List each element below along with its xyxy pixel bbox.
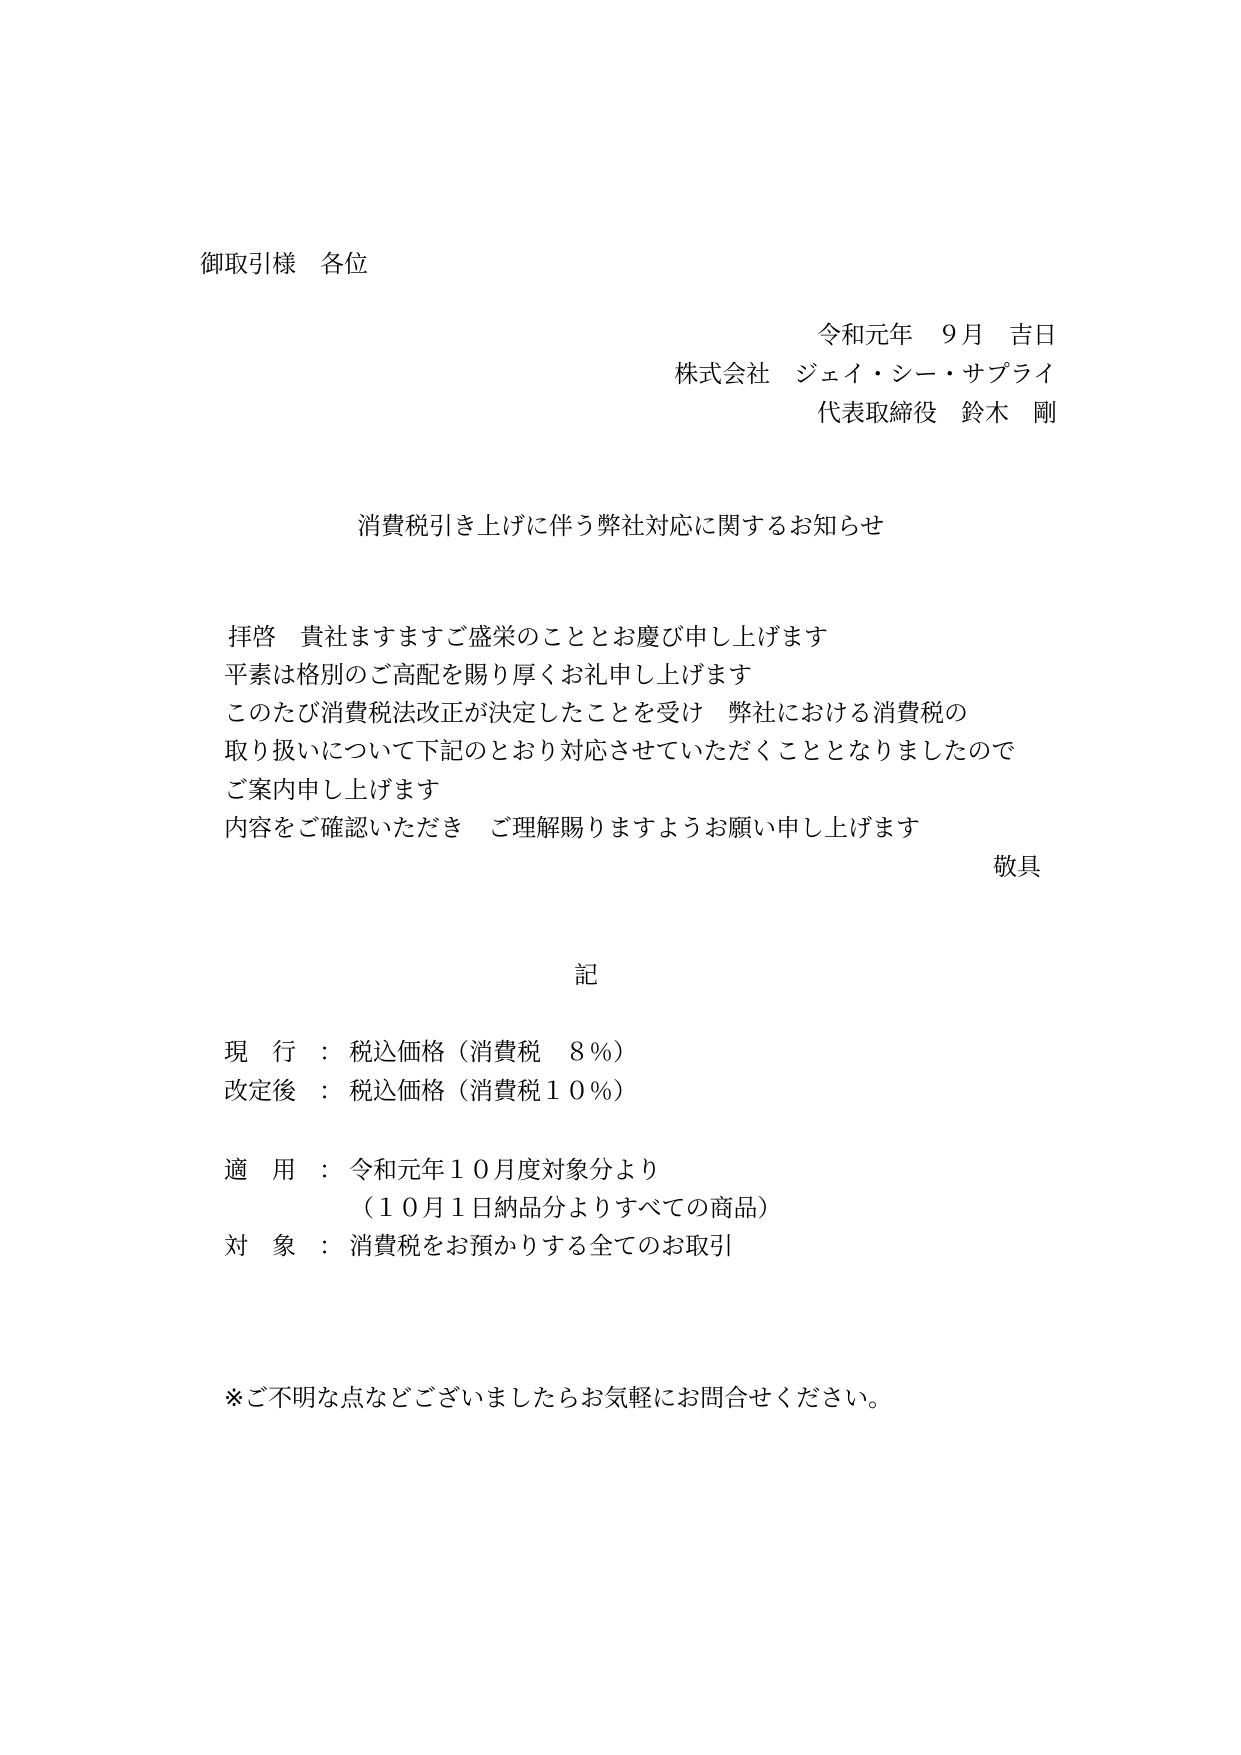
- detail-value: 消費税をお預かりする全てのお取引: [349, 1232, 733, 1260]
- addressee: 御取引様 各位: [200, 250, 368, 278]
- footnote: ※ご不明な点などございましたらお気軽にお問合せください。: [224, 1384, 893, 1412]
- detail-colon: ：: [319, 1156, 343, 1184]
- sender-representative: 代表取締役 鈴木 剛: [817, 399, 1057, 427]
- detail-value: 税込価格（消費税 ８％）: [349, 1038, 637, 1066]
- body-line-1: 拝啓 貴社ますますご盛栄のこととお慶び申し上げます: [228, 623, 828, 651]
- detail-colon: ：: [319, 1077, 343, 1105]
- detail-row-apply: [224, 1158, 924, 1188]
- sender-company: 株式会社 ジェイ・シー・サプライ: [674, 360, 1057, 388]
- body-line-3: このたび消費税法改正が決定したことを受け 弊社における消費税の: [224, 699, 968, 727]
- detail-value: 税込価格（消費税１０％）: [349, 1077, 637, 1105]
- detail-label: 適 用: [224, 1156, 296, 1184]
- ki-heading: 記: [574, 961, 598, 989]
- detail-row-revised: [224, 1079, 924, 1109]
- detail-apply-note: （１０月１日納品分よりすべての商品）: [350, 1194, 782, 1222]
- page-title: 消費税引き上げに伴う弊社対応に関するお知らせ: [356, 512, 885, 540]
- body-line-6: 内容をご確認いただき ご理解賜りますようお願い申し上げます: [224, 814, 920, 842]
- closing: 敬具: [993, 853, 1041, 881]
- body-line-5: ご案内申し上げます: [224, 776, 440, 804]
- detail-row-current: [224, 1040, 924, 1070]
- detail-label: 改定後: [224, 1077, 296, 1105]
- detail-label: 現 行: [224, 1038, 296, 1066]
- detail-value: 令和元年１０月度対象分より: [349, 1156, 661, 1184]
- sender-date: 令和元年 ９月 吉日: [817, 321, 1057, 349]
- detail-label: 対 象: [224, 1232, 296, 1260]
- detail-row-target: [224, 1234, 924, 1264]
- detail-colon: ：: [319, 1232, 343, 1260]
- body-line-2: 平素は格別のご高配を賜り厚くお礼申し上げます: [224, 661, 752, 689]
- body-line-4: 取り扱いについて下記のとおり対応させていただくこととなりましたので: [224, 737, 1016, 765]
- detail-colon: ：: [319, 1038, 343, 1066]
